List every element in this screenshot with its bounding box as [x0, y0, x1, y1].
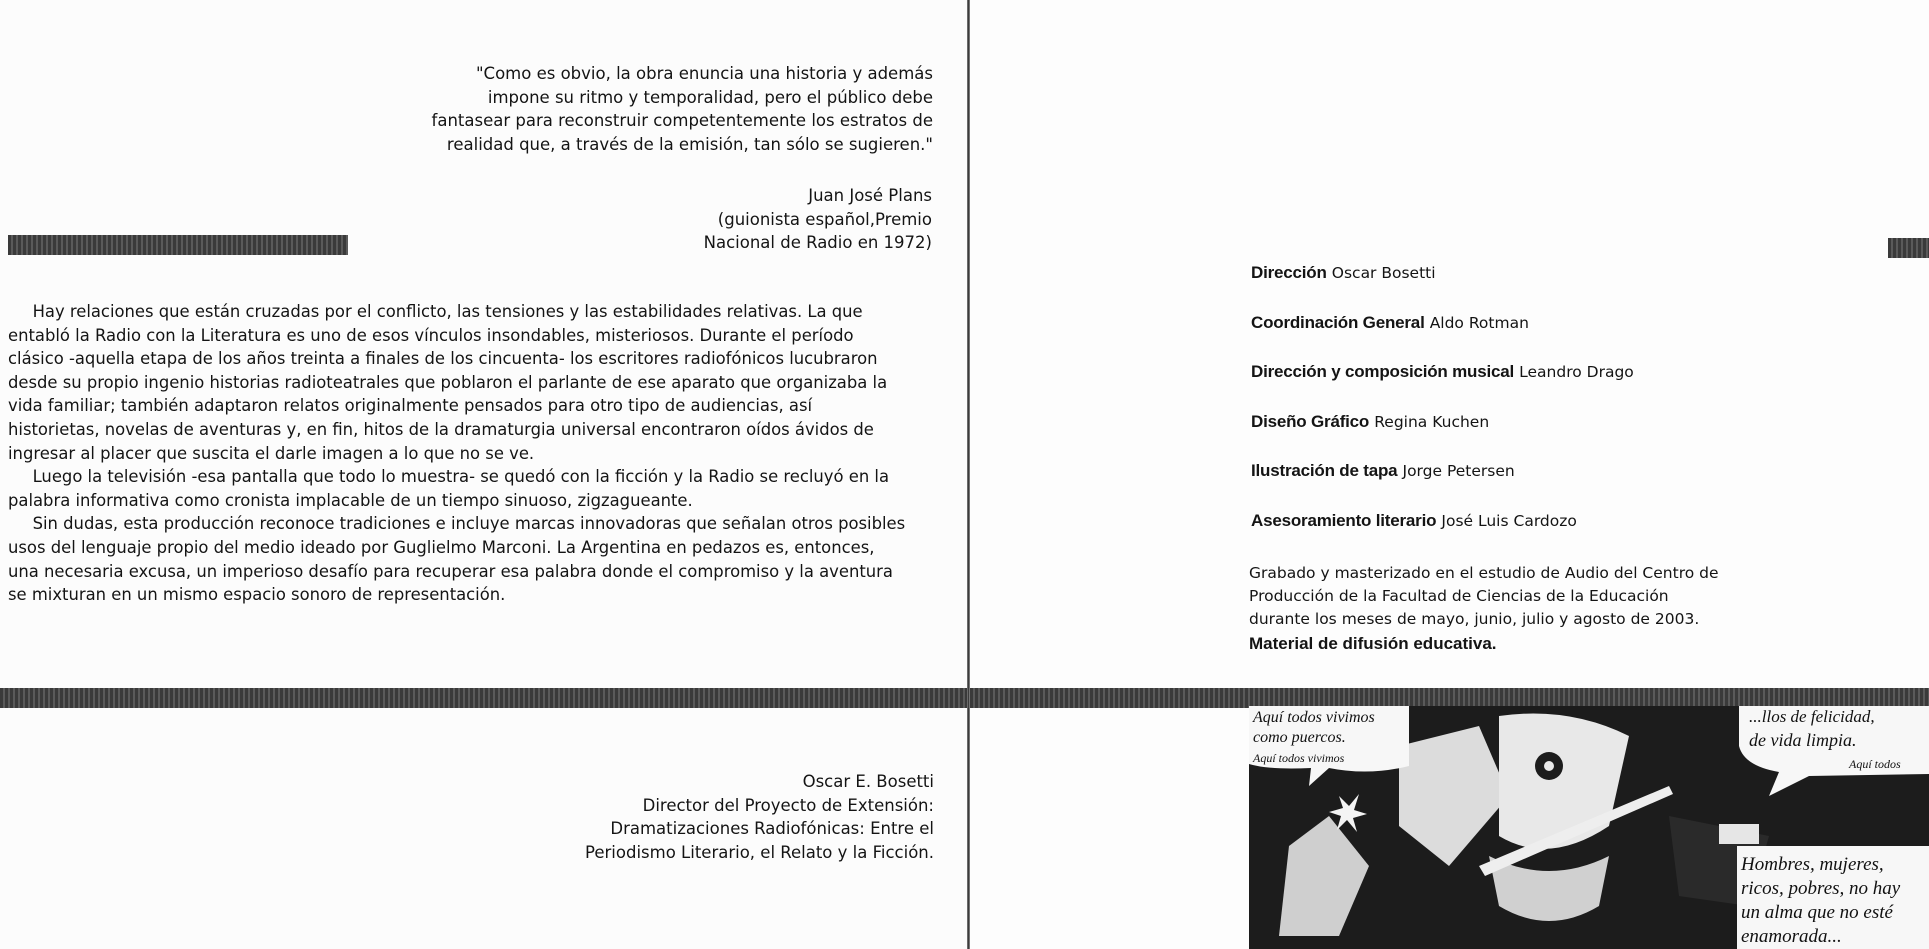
bubble-text: Aquí todos — [1849, 757, 1901, 771]
bubble-text: ...llos de felicidad, — [1749, 707, 1875, 726]
bubble-text: como puercos. — [1253, 729, 1346, 746]
quote-line: realidad que, a través de la emisión, tan sólo se sugieren." — [446, 134, 933, 154]
credit-role: Dirección y composición musical — [1251, 362, 1515, 381]
attribution-role: (guionista español,Premio — [717, 209, 932, 229]
note-line: Producción de la Facultad de Ciencias de la Educación — [1249, 587, 1669, 606]
credit-name: Oscar Bosetti — [1331, 264, 1436, 282]
bubble-text: Aquí todos vivimos — [1253, 709, 1375, 726]
introduction-text — [8, 300, 908, 607]
credit-name: Jorge Petersen — [1402, 462, 1515, 480]
epigraph-quote — [313, 62, 933, 156]
note-line: durante los meses de mayo, junio, julio y agosto de 2003. — [1249, 610, 1700, 629]
note-bold-line: Material de difusión educativa. — [1249, 633, 1497, 653]
signature-name: Oscar E. Bosetti — [802, 772, 934, 791]
credits-list — [1251, 263, 1811, 560]
credit-name: Regina Kuchen — [1374, 412, 1490, 431]
credit-role: Asesoramiento literario — [1251, 510, 1437, 530]
credit-item — [1251, 362, 1811, 412]
attribution-role: Nacional de Radio en 1972) — [703, 233, 932, 252]
credit-item — [1251, 263, 1811, 313]
credit-role: Coordinación General — [1251, 312, 1425, 332]
decorative-bar-right — [1888, 238, 1929, 258]
quote-line: impone su ritmo y temporalidad, pero el público debe — [487, 87, 933, 107]
page-fold — [967, 0, 970, 949]
bubble-text: Hombres, mujeres, — [1741, 854, 1884, 875]
bubble-text: Aquí todos vivimos — [1253, 751, 1345, 765]
quote-line: fantasear para reconstruir competentemente los estratos de — [431, 111, 933, 130]
production-note — [1249, 562, 1809, 655]
paragraph: Luego la televisión -esa pantalla que todo lo muestra- se quedó con la ficción y la Radio se recluyó en la palabra informativa como cronista implacable de un tiempo sinuoso, zigzagueante. — [8, 467, 890, 510]
window-shape — [1719, 824, 1759, 844]
cover-illustration — [1249, 706, 1929, 949]
eye-glint — [1544, 761, 1554, 771]
credit-role: Dirección — [1251, 263, 1327, 282]
signature-title: Periodismo Literario, el Relato y la Ficción. — [585, 842, 934, 862]
note-line: Grabado y masterizado en el estudio de Audio del Centro de — [1249, 564, 1719, 582]
quote-line: "Como es obvio, la obra enuncia una historia y además — [475, 64, 933, 83]
paragraph: Hay relaciones que están cruzadas por el conflicto, las tensiones y las estabilidades relativas. La que entabló la Radio con la Literatura es uno de esos vínculos insondables, misteriosos. Durante el período clásico -aquella etapa de los años treinta a finales de los cincuenta- los escritores radiofónicos lucubraron desde su propio ingenio historias radioteatrales que poblaron el parlante de ese aparato que organizaba la vida familiar; también adaptaron relatos originalmente pensados para otro tipo de audiencias, así historietas, novelas de aventuras y, en fin, hitos de la dramaturgia universal encontraron oídos ávidos de ingresar al placer que suscita el darle imagen a lo que no se ve. — [8, 302, 888, 463]
bubble-text: un alma que no esté — [1741, 902, 1893, 923]
credit-role: Ilustración de tapa — [1251, 461, 1398, 480]
credit-item — [1251, 511, 1811, 561]
credit-name: José Luis Cardozo — [1441, 511, 1577, 530]
signature-block — [454, 770, 934, 864]
signature-title: Dramatizaciones Radiofónicas: Entre el — [610, 819, 934, 838]
credit-name: Aldo Rotman — [1429, 313, 1529, 332]
attribution-name: Juan José Plans — [808, 186, 932, 205]
bubble-text: de vida limpia. — [1749, 730, 1857, 750]
bubble-text: ricos, pobres, no hay — [1741, 878, 1901, 899]
bubble-text: enamorada... — [1741, 926, 1842, 947]
quote-attribution — [572, 184, 932, 255]
signature-title: Director del Proyecto de Extensión: — [642, 795, 934, 815]
credit-name: Leandro Drago — [1519, 363, 1634, 381]
credit-item — [1251, 461, 1811, 511]
credit-role: Diseño Gráfico — [1251, 411, 1370, 431]
decorative-bar — [8, 235, 348, 255]
credit-item — [1251, 412, 1811, 462]
credit-item — [1251, 313, 1811, 363]
paragraph: Sin dudas, esta producción reconoce tradiciones e incluye marcas innovadoras que señalan otros posibles usos del lenguaje propio del medio ideado por Guglielmo Marconi. La Argentina en pedazos es, entonces, una necesaria excusa, un imperioso desafío para recuperar esa palabra donde el compromiso y la aventura se mixturan en un mismo espacio sonoro de representación. — [8, 514, 906, 605]
